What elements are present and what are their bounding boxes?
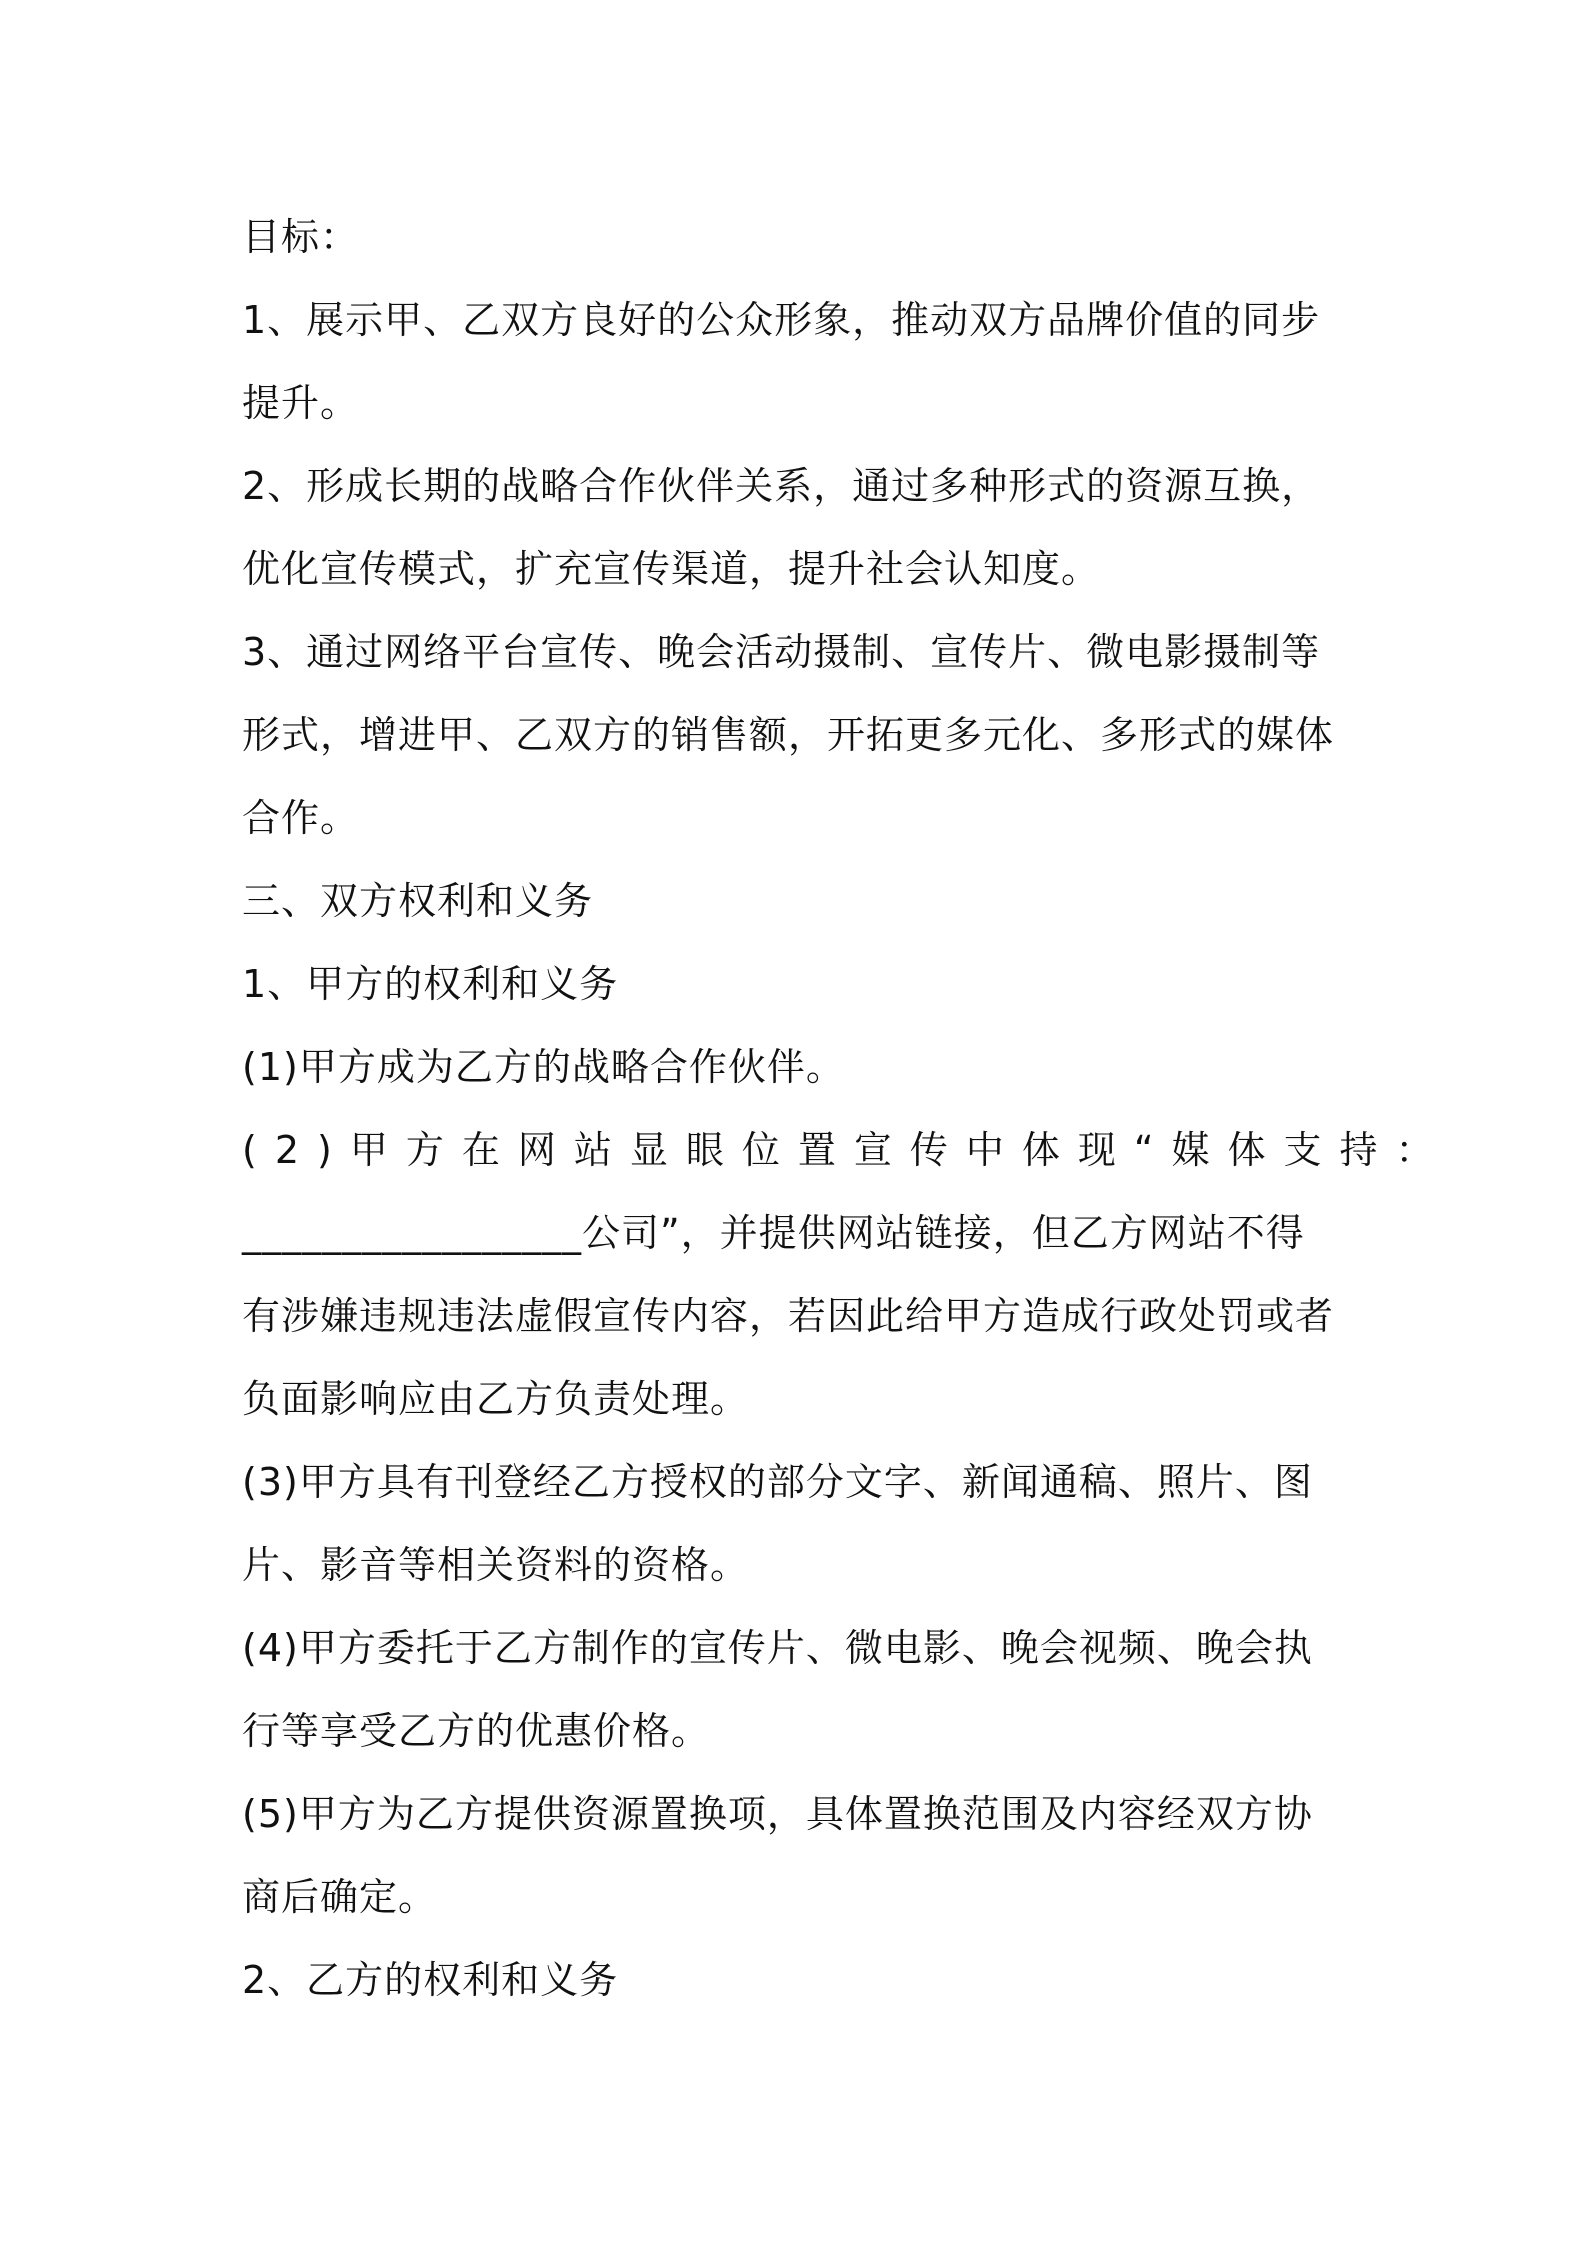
section-3-heading: 三、双方权利和义务	[242, 879, 594, 923]
item-2-line-1: (2)甲方在网站显眼位置宣传中体现“媒体支持：	[242, 1128, 1452, 1172]
item-3-line-2: 片、影音等相关资料的资格。	[242, 1543, 750, 1587]
item-2-line-2: _________________公司”，并提供网站链接，但乙方网站不得	[242, 1211, 1305, 1255]
party-a-heading: 1、甲方的权利和义务	[242, 962, 619, 1006]
goal-2-line-1: 2、形成长期的战略合作伙伴关系，通过多种形式的资源互换，	[242, 464, 1321, 508]
item-5-line-1: (5)甲方为乙方提供资源置换项，具体置换范围及内容经双方协	[242, 1792, 1313, 1836]
item-2-line-3: 有涉嫌违规违法虚假宣传内容，若因此给甲方造成行政处罚或者	[242, 1294, 1335, 1338]
party-b-heading: 2、乙方的权利和义务	[242, 1958, 619, 2002]
goal-2-line-2: 优化宣传模式，扩充宣传渠道，提升社会认知度。	[242, 547, 1101, 591]
goal-3-line-3: 合作。	[242, 796, 360, 840]
item-2-line-4: 负面影响应由乙方负责处理。	[242, 1377, 750, 1421]
goals-heading: 目标：	[242, 215, 360, 259]
item-3-line-1: (3)甲方具有刊登经乙方授权的部分文字、新闻通稿、照片、图	[242, 1460, 1313, 1504]
goal-3-line-1: 3、通过网络平台宣传、晚会活动摄制、宣传片、微电影摄制等	[242, 630, 1321, 674]
item-5-line-2: 商后确定。	[242, 1875, 438, 1919]
item-4-line-1: (4)甲方委托于乙方制作的宣传片、微电影、晚会视频、晚会执	[242, 1626, 1313, 1670]
item-1-line-1: (1)甲方成为乙方的战略合作伙伴。	[242, 1045, 845, 1089]
item-4-line-2: 行等享受乙方的优惠价格。	[242, 1709, 711, 1753]
goal-1-line-2: 提升。	[242, 381, 360, 425]
goal-3-line-2: 形式，增进甲、乙双方的销售额，开拓更多元化、多形式的媒体	[242, 713, 1335, 757]
document-body	[242, 196, 1452, 2022]
goal-1-line-1: 1、展示甲、乙双方良好的公众形象，推动双方品牌价值的同步	[242, 298, 1321, 342]
